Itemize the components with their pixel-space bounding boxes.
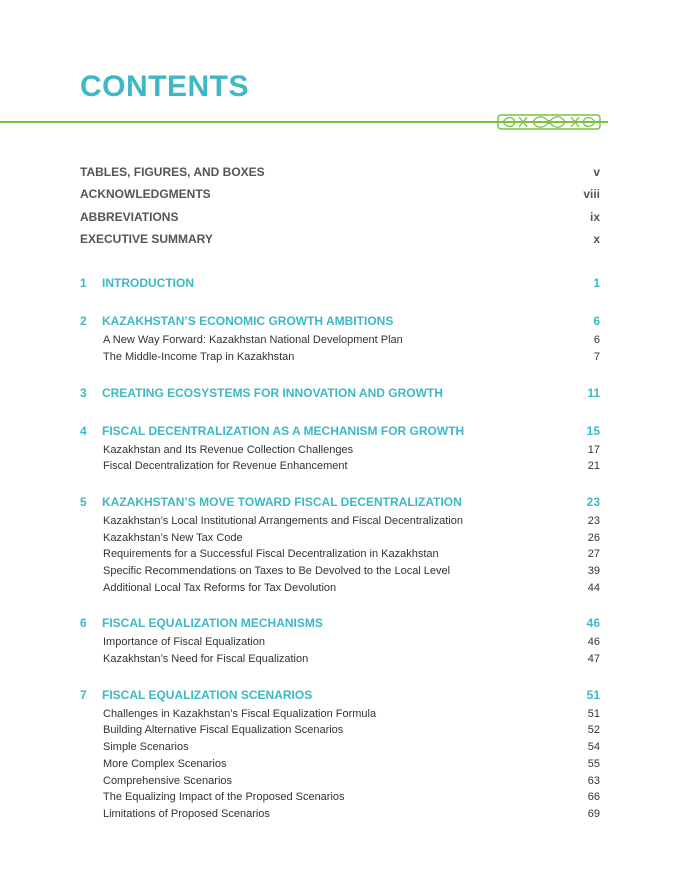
toc-chapter <box>80 616 600 669</box>
toc-chapter-heading[interactable] <box>80 424 600 444</box>
toc-page-number: 15 <box>586 423 600 438</box>
toc-page-number: 21 <box>587 460 600 473</box>
section-title: The Middle-Income Trap in Kazakhstan <box>103 350 295 363</box>
toc-page-number: 1 <box>593 276 600 291</box>
toc-page-number: ix <box>589 209 600 224</box>
section-title: Importance of Fiscal Equalization <box>103 636 266 649</box>
toc-section-entry[interactable] <box>80 775 600 792</box>
toc-front-matter-entry[interactable] <box>80 232 600 254</box>
front-matter-list <box>80 165 600 254</box>
toc-chapter <box>80 688 600 825</box>
toc-section-entry[interactable] <box>80 758 600 775</box>
toc-page-number: 47 <box>587 653 600 666</box>
toc-front-matter-entry[interactable] <box>80 210 600 232</box>
toc-chapter <box>80 495 600 598</box>
toc-page-number: 39 <box>587 565 600 577</box>
toc-page-number: 11 <box>587 385 600 400</box>
section-title: The Equalizing Impact of the Proposed Scenarios <box>103 791 345 804</box>
toc-page-number: 27 <box>587 548 600 561</box>
toc-page-number: 69 <box>587 807 600 820</box>
toc-page-number: 52 <box>587 724 600 737</box>
section-title: Kazakhstan’s Need for Fiscal Equalization <box>103 653 309 666</box>
toc-section-entry[interactable] <box>80 548 600 565</box>
toc-chapter-heading[interactable] <box>80 688 600 708</box>
section-title: Building Alternative Fiscal Equalization Scenarios <box>103 724 344 737</box>
chapter-number: 6 <box>80 616 87 631</box>
ornament-decoration <box>497 112 601 132</box>
toc-entry-label: ACKNOWLEDGMENTS <box>80 187 211 202</box>
toc-entry-label: ABBREVIATIONS <box>80 209 179 224</box>
section-title: Challenges in Kazakhstan’s Fiscal Equalization Formula <box>103 707 377 720</box>
chapter-number: 5 <box>80 494 87 509</box>
chapter-title: INTRODUCTION <box>102 276 194 291</box>
toc-section-entry[interactable] <box>80 724 600 741</box>
toc-section-entry[interactable] <box>80 653 600 670</box>
toc-chapter-heading[interactable] <box>80 616 600 636</box>
toc-page-number: 23 <box>587 514 600 527</box>
toc-section-entry[interactable] <box>80 791 600 808</box>
toc-chapter-heading[interactable] <box>80 314 600 334</box>
toc-page-number: 46 <box>586 616 600 631</box>
toc-chapter <box>80 276 600 296</box>
toc-chapter <box>80 314 600 367</box>
toc-page-number: 23 <box>586 494 600 509</box>
toc-page-number: 26 <box>587 531 600 544</box>
toc-page-number: viii <box>583 187 600 202</box>
toc-section-entry[interactable] <box>80 351 600 368</box>
chapter-title: FISCAL EQUALIZATION SCENARIOS <box>102 687 313 702</box>
section-title: Simple Scenarios <box>103 741 189 754</box>
toc-section-entry[interactable] <box>80 515 600 532</box>
toc-entry-label: EXECUTIVE SUMMARY <box>80 231 213 246</box>
toc-page-number: 6 <box>593 334 600 347</box>
toc-page-number: 46 <box>587 636 600 649</box>
chapter-number: 2 <box>80 314 87 329</box>
chapter-title: CREATING ECOSYSTEMS FOR INNOVATION AND GROWTH <box>102 385 443 400</box>
toc-page-number: v <box>593 165 600 179</box>
section-title: A New Way Forward: Kazakhstan National Development Plan <box>103 334 403 347</box>
section-title: Kazakhstan and Its Revenue Collection Challenges <box>103 443 354 456</box>
toc-section-entry[interactable] <box>80 460 600 477</box>
section-title: Limitations of Proposed Scenarios <box>103 807 270 820</box>
toc-section-entry[interactable] <box>80 741 600 758</box>
toc-section-entry[interactable] <box>80 582 600 599</box>
toc-section-entry[interactable] <box>80 532 600 549</box>
toc-section-entry[interactable] <box>80 808 600 825</box>
page-title: CONTENTS <box>80 70 249 103</box>
toc-page-number: 6 <box>593 314 600 329</box>
chapter-number: 3 <box>80 385 87 400</box>
chapter-title: FISCAL EQUALIZATION MECHANISMS <box>102 616 323 631</box>
toc-section-entry[interactable] <box>80 565 600 582</box>
section-title: Additional Local Tax Reforms for Tax Devolution <box>103 581 337 594</box>
chapter-number: 1 <box>80 276 87 291</box>
section-title: More Complex Scenarios <box>103 757 227 770</box>
toc-page-number: 17 <box>587 443 600 456</box>
toc-page-number: 63 <box>587 774 600 787</box>
toc-chapter <box>80 424 600 477</box>
toc-chapter-heading[interactable] <box>80 276 600 296</box>
toc-page-number: 51 <box>586 687 600 702</box>
chapter-number: 7 <box>80 687 87 702</box>
toc-page-number: 55 <box>587 757 600 770</box>
section-title: Specific Recommendations on Taxes to Be Devolved to the Local Level <box>103 565 451 577</box>
toc-page-number: x <box>593 231 600 246</box>
section-title: Kazakhstan’s New Tax Code <box>103 531 243 544</box>
section-title: Kazakhstan’s Local Institutional Arrangements and Fiscal Decentralization <box>103 514 463 527</box>
toc-chapter-heading[interactable] <box>80 386 600 406</box>
toc-page-number: 54 <box>587 741 600 754</box>
table-of-contents <box>80 165 600 825</box>
toc-section-entry[interactable] <box>80 636 600 653</box>
chapter-list <box>80 276 600 824</box>
toc-page-number: 51 <box>587 707 600 720</box>
toc-page-number: 44 <box>587 581 600 594</box>
toc-chapter-heading[interactable] <box>80 495 600 515</box>
toc-section-entry[interactable] <box>80 334 600 351</box>
chapter-number: 4 <box>80 423 87 438</box>
toc-chapter <box>80 386 600 406</box>
toc-section-entry[interactable] <box>80 708 600 725</box>
section-title: Requirements for a Successful Fiscal Decentralization in Kazakhstan <box>103 548 439 561</box>
section-title: Fiscal Decentralization for Revenue Enhancement <box>103 460 348 473</box>
toc-entry-label: TABLES, FIGURES, AND BOXES <box>80 165 265 179</box>
chapter-title: KAZAKHSTAN’S MOVE TOWARD FISCAL DECENTRALIZATION <box>102 494 462 509</box>
toc-page-number: 66 <box>587 791 600 804</box>
toc-page-number: 7 <box>593 350 600 363</box>
chapter-title: KAZAKHSTAN’S ECONOMIC GROWTH AMBITIONS <box>102 314 394 329</box>
chapter-title: FISCAL DECENTRALIZATION AS A MECHANISM FOR GROWTH <box>102 423 465 438</box>
toc-front-matter-entry[interactable] <box>80 165 600 187</box>
toc-front-matter-entry[interactable] <box>80 187 600 209</box>
section-title: Comprehensive Scenarios <box>103 774 233 787</box>
toc-section-entry[interactable] <box>80 444 600 461</box>
